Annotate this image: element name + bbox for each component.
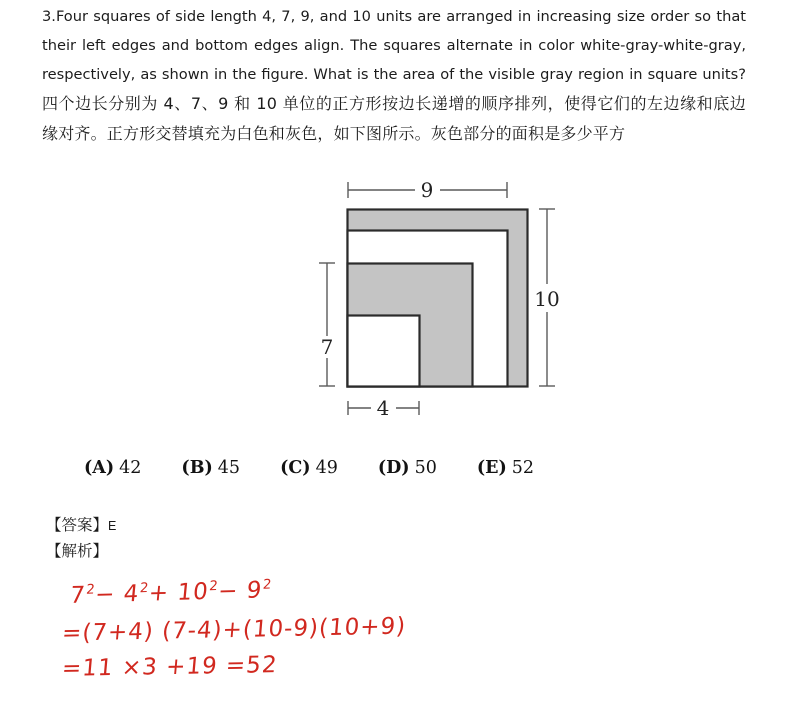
hw-l1-base: 7 <box>68 582 87 609</box>
dimension-label-bottom: 4 <box>376 396 390 420</box>
choice-d-value: 50 <box>414 458 437 478</box>
answer-row <box>46 513 116 539</box>
hw-l1-mid2: + 10 <box>147 578 210 607</box>
handwritten-line-3: =11 ×3 +19 =52 <box>60 652 279 682</box>
figure-svg <box>0 160 788 435</box>
choice-d[interactable] <box>378 458 437 478</box>
dimension-label-right: 10 <box>534 287 560 311</box>
choice-e-value: 52 <box>511 458 535 478</box>
hw-l1-sup3: 2 <box>208 578 220 595</box>
answer-choices <box>84 458 724 478</box>
choice-b[interactable] <box>181 458 240 478</box>
dimension-top-9 <box>348 178 507 202</box>
hw-l1-sup1: 2 <box>85 582 97 598</box>
choice-a-value: 42 <box>119 458 142 478</box>
choice-e-letter: (E) <box>476 458 507 478</box>
choice-b-letter: (B) <box>181 458 213 478</box>
answer-value: E <box>108 519 117 533</box>
answer-label: 【答案】 <box>46 516 109 534</box>
dimension-bottom-4 <box>348 396 419 420</box>
problem-statement <box>42 2 746 149</box>
problem-number: 3. <box>42 8 56 25</box>
dimension-left-7 <box>319 263 335 386</box>
dimension-label-top: 9 <box>420 178 434 202</box>
dimension-right-10 <box>534 209 559 386</box>
choice-d-letter: (D) <box>377 458 410 478</box>
problem-text-english: Four squares of side length 4, 7, 9, and 10 units are arranged in increasing size order so that their left edges and bottom edges align. The squares alternate in color white-gray-white-gray, respectively, as shown in the figure. What is the area of the visible gray region in square units? <box>42 8 746 83</box>
problem-text-chinese: 四个边长分别为 4、7、9 和 10 单位的正方形按边长递增的顺序排列，使得它们的左边缘和底边缘对齐。正方形交替填充为白色和灰色，如下图所示。灰色部分的面积是多少平方 <box>42 94 746 143</box>
dimension-label-left: 7 <box>320 335 334 359</box>
handwritten-solution <box>60 577 482 705</box>
hw-l1-sup2: 2 <box>139 580 151 597</box>
choice-b-value: 45 <box>217 458 241 478</box>
hw-l1-mid1: − 4 <box>93 580 141 609</box>
handwritten-line-1 <box>69 577 273 609</box>
hw-l1-mid3: − 9 <box>216 577 264 605</box>
choice-c-letter: (C) <box>280 458 311 478</box>
choice-c-value: 49 <box>315 458 338 478</box>
square-4-white <box>348 316 420 387</box>
geometry-figure <box>0 160 788 435</box>
hw-l1-sup4: 2 <box>262 577 274 593</box>
handwritten-line-2: =(7+4) (7-4)+(10-9)(10+9) <box>60 613 408 647</box>
choice-a[interactable] <box>84 458 141 478</box>
answer-block <box>46 513 116 564</box>
analysis-row <box>46 539 116 564</box>
analysis-label: 【解析】 <box>46 542 109 560</box>
choice-a-letter: (A) <box>84 458 115 478</box>
choice-e[interactable] <box>477 458 534 478</box>
choice-c[interactable] <box>280 458 338 478</box>
